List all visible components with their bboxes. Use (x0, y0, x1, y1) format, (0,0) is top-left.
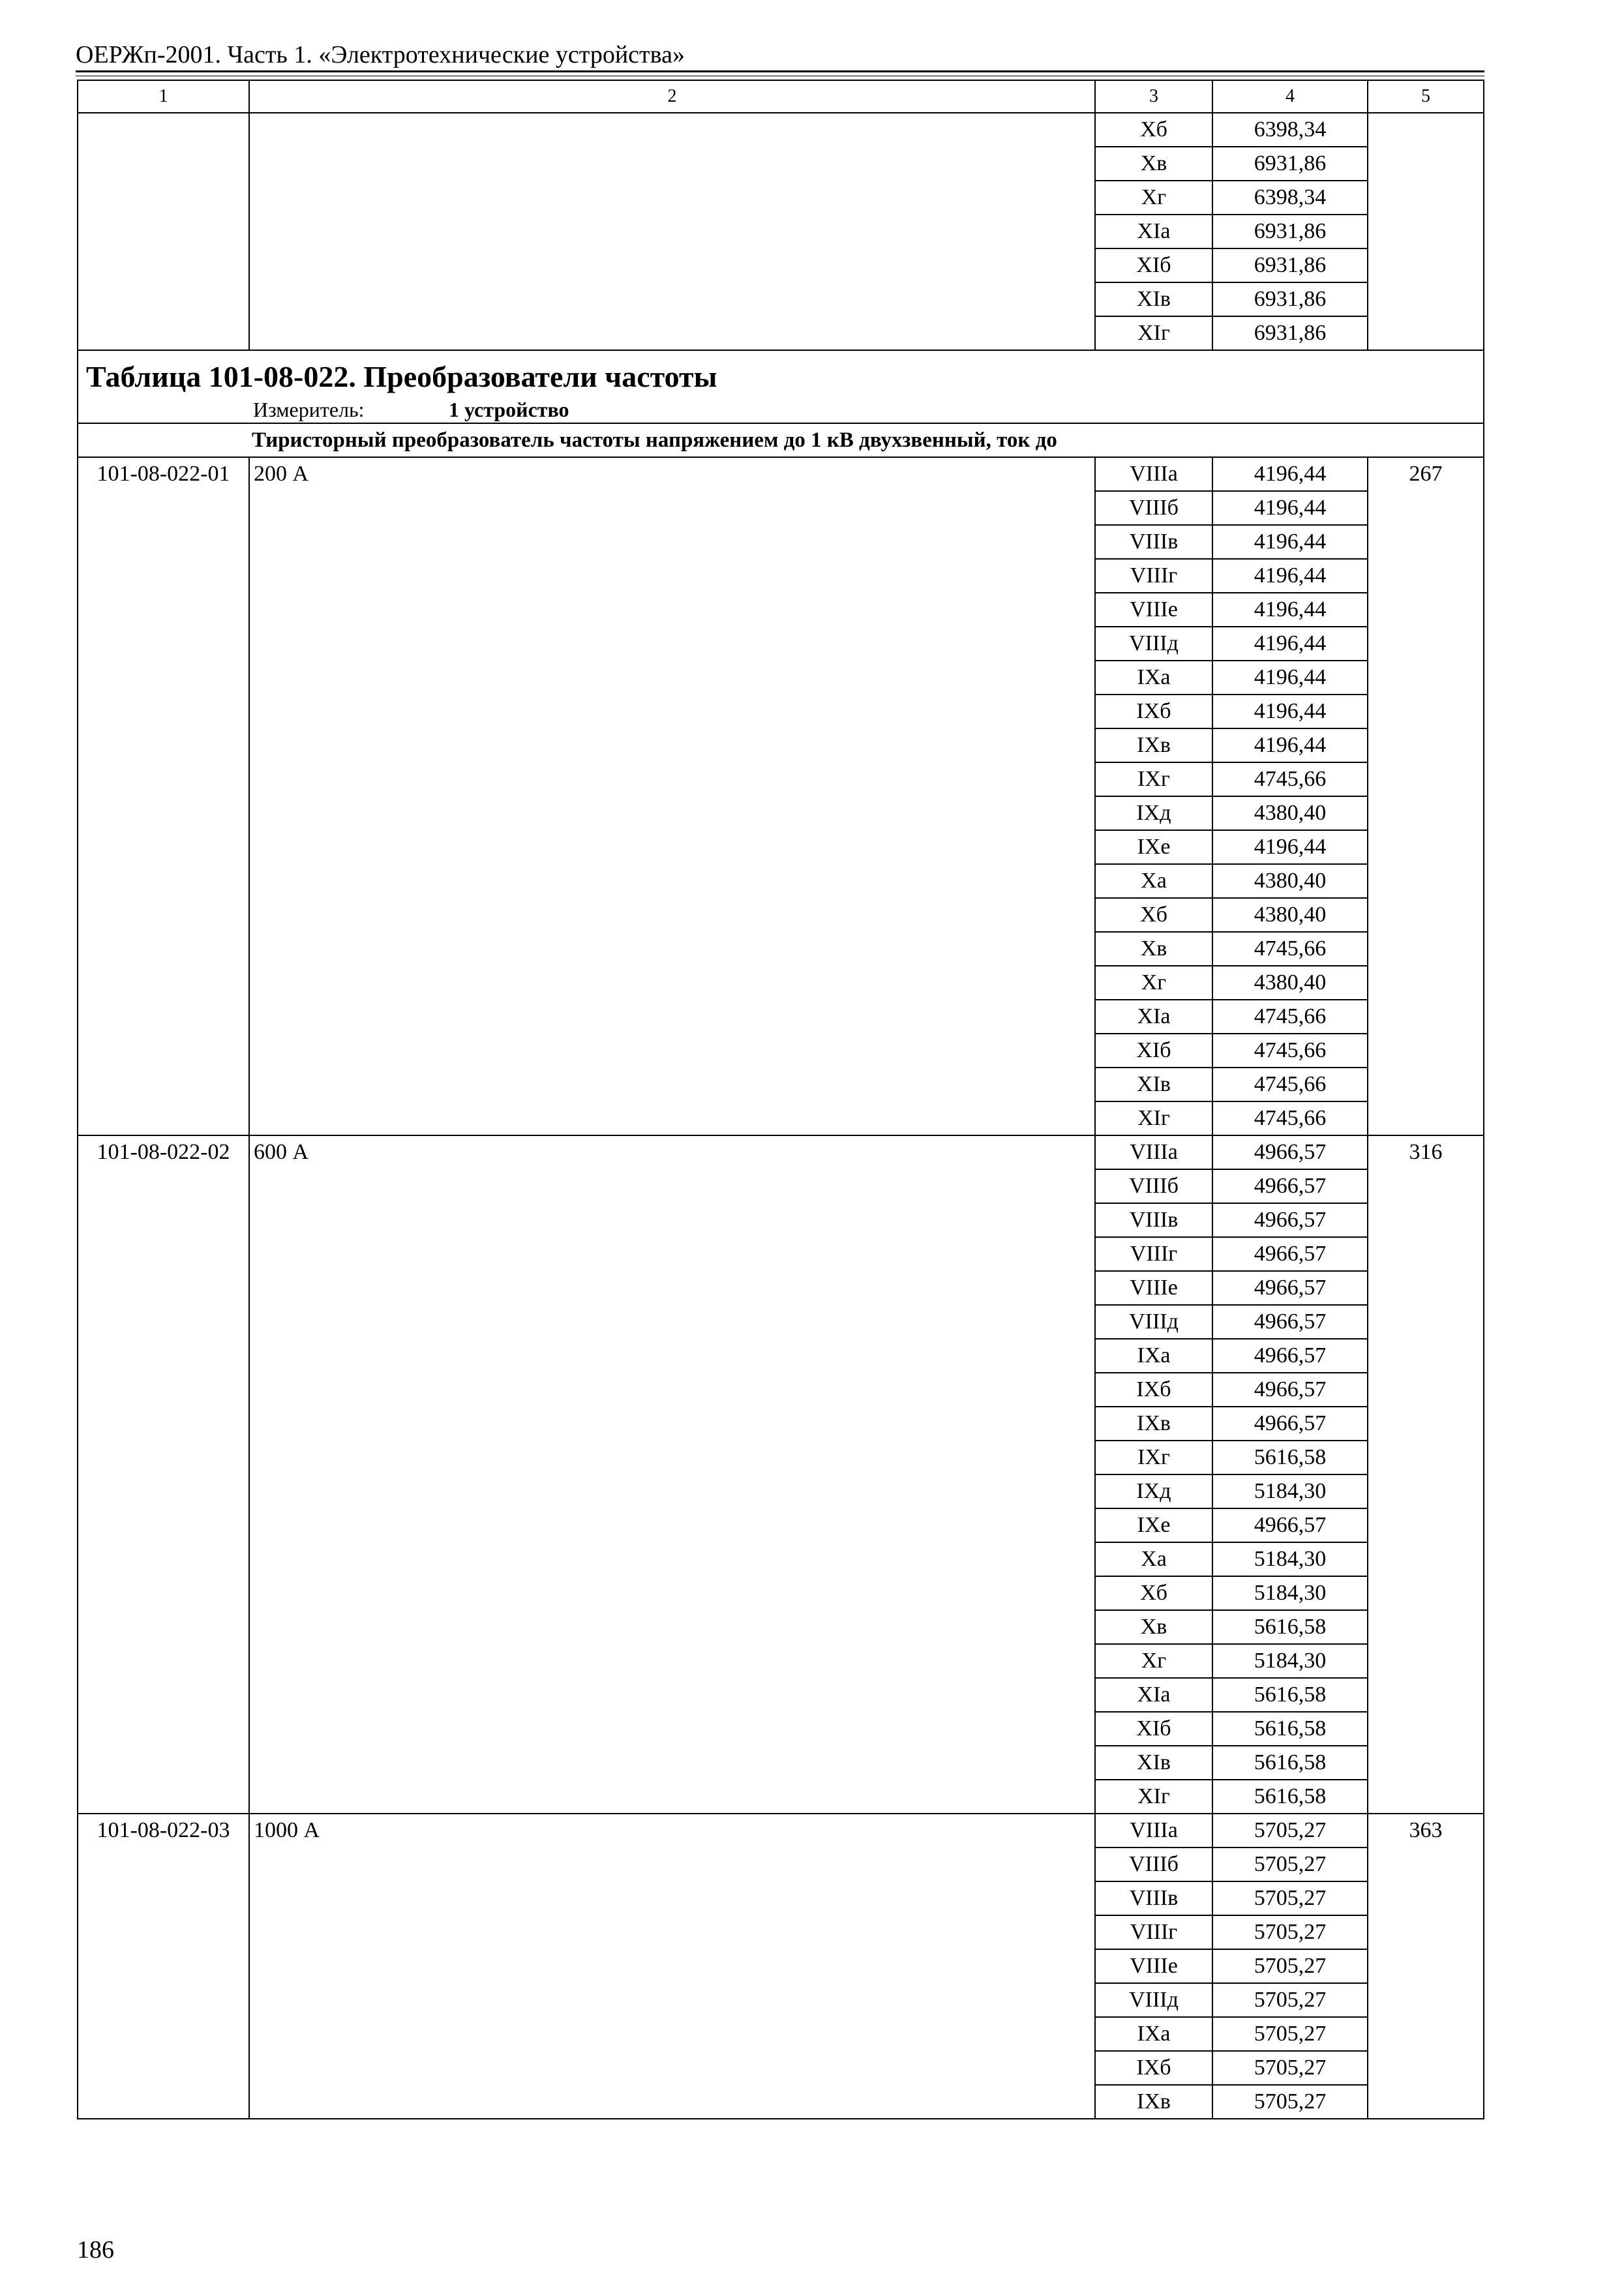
price-cell: 4745,66 (1212, 1101, 1368, 1135)
zone-cell: XIг (1095, 1101, 1212, 1135)
zone-cell: Xв (1095, 1610, 1212, 1644)
col5-cell: 267 (1368, 457, 1484, 1135)
price-cell: 4745,66 (1212, 762, 1368, 796)
price-cell: 4745,66 (1212, 1068, 1368, 1101)
price-cell: 4966,57 (1212, 1373, 1368, 1407)
zone-cell: VIIIа (1095, 1814, 1212, 1848)
table-row (78, 457, 1484, 491)
table-title-cell (78, 350, 1484, 423)
code-cell (78, 113, 249, 350)
zone-cell: VIIIв (1095, 1203, 1212, 1237)
item-code: 101-08-022-01 (78, 457, 249, 1135)
zone-cell: XIа (1095, 215, 1212, 248)
price-cell: 5705,27 (1212, 2017, 1368, 2051)
col5-cell: 316 (1368, 1135, 1484, 1814)
column-number-row (78, 80, 1484, 113)
item-code: 101-08-022-03 (78, 1814, 249, 2119)
zone-cell: IXа (1095, 1339, 1212, 1373)
price-cell: 6931,86 (1212, 282, 1368, 316)
zone-cell: VIIIв (1095, 525, 1212, 559)
price-cell: 5616,58 (1212, 1780, 1368, 1814)
zone-cell: IXе (1095, 830, 1212, 864)
price-cell: 5616,58 (1212, 1441, 1368, 1474)
zone-cell: IXе (1095, 1508, 1212, 1542)
price-cell: 5616,58 (1212, 1712, 1368, 1746)
zone-cell: XIа (1095, 1000, 1212, 1034)
name-cell (249, 113, 1095, 350)
zone-cell: Xв (1095, 932, 1212, 966)
price-cell: 5184,30 (1212, 1644, 1368, 1678)
price-cell: 4196,44 (1212, 491, 1368, 525)
price-cell: 4196,44 (1212, 525, 1368, 559)
zone-cell: VIIIб (1095, 1169, 1212, 1203)
price-cell: 4196,44 (1212, 661, 1368, 695)
price-cell: 4196,44 (1212, 457, 1368, 491)
zone-cell: VIIIб (1095, 1848, 1212, 1881)
zone-cell: Xг (1095, 966, 1212, 1000)
zone-cell: IXг (1095, 762, 1212, 796)
price-cell: 5184,30 (1212, 1576, 1368, 1610)
zone-cell: XIб (1095, 248, 1212, 282)
column-number: 3 (1095, 80, 1212, 113)
price-cell: 4966,57 (1212, 1339, 1368, 1373)
price-cell: 6931,86 (1212, 215, 1368, 248)
zone-cell: XIг (1095, 1780, 1212, 1814)
price-cell: 5705,27 (1212, 2085, 1368, 2119)
price-cell: 4966,57 (1212, 1169, 1368, 1203)
price-cell: 4966,57 (1212, 1407, 1368, 1441)
zone-cell: IXд (1095, 796, 1212, 830)
item-name: 600 А (249, 1135, 1095, 1814)
price-cell: 5705,27 (1212, 1814, 1368, 1848)
running-header: ОЕРЖп-2001. Часть 1. «Электротехнические устройства» (76, 41, 685, 68)
zone-cell: VIIIг (1095, 559, 1212, 593)
zone-cell: Хг (1095, 181, 1212, 215)
zone-cell: VIIIе (1095, 593, 1212, 627)
price-cell: 6931,86 (1212, 248, 1368, 282)
price-cell: 4380,40 (1212, 796, 1368, 830)
zone-cell: VIIIг (1095, 1237, 1212, 1271)
price-cell: 5705,27 (1212, 1949, 1368, 1983)
price-cell: 5616,58 (1212, 1678, 1368, 1712)
table-row (78, 1814, 1484, 1848)
zone-cell: VIIIе (1095, 1949, 1212, 1983)
header-rule (76, 70, 1484, 72)
zone-cell: VIIIе (1095, 1271, 1212, 1305)
zone-cell: Xг (1095, 1644, 1212, 1678)
column-number: 1 (78, 80, 249, 113)
zone-cell: IXв (1095, 2085, 1212, 2119)
price-cell: 4196,44 (1212, 728, 1368, 762)
price-cell: 4745,66 (1212, 932, 1368, 966)
price-cell: 5705,27 (1212, 2051, 1368, 2085)
price-cell: 4380,40 (1212, 864, 1368, 898)
price-cell: 4966,57 (1212, 1271, 1368, 1305)
zone-cell: IXд (1095, 1474, 1212, 1508)
page-number: 186 (77, 2236, 114, 2264)
zone-cell: Хв (1095, 147, 1212, 181)
item-code: 101-08-022-02 (78, 1135, 249, 1814)
zone-cell: Xб (1095, 898, 1212, 932)
zone-cell: XIв (1095, 1746, 1212, 1780)
zone-cell: XIв (1095, 1068, 1212, 1101)
zone-cell: VIIIв (1095, 1881, 1212, 1915)
zone-cell: IXб (1095, 695, 1212, 728)
price-cell: 4745,66 (1212, 1034, 1368, 1068)
zone-cell: XIб (1095, 1712, 1212, 1746)
zone-cell: Xб (1095, 1576, 1212, 1610)
group-title: Тиристорный преобразователь частоты напряжением до 1 кВ двухзвенный, ток до (78, 423, 1484, 457)
column-number: 4 (1212, 80, 1368, 113)
price-cell: 4966,57 (1212, 1203, 1368, 1237)
zone-cell: VIIIд (1095, 1983, 1212, 2017)
measure-row (86, 396, 1477, 423)
price-cell: 6931,86 (1212, 147, 1368, 181)
zone-cell: IXа (1095, 661, 1212, 695)
price-cell: 6398,34 (1212, 181, 1368, 215)
price-cell: 5184,30 (1212, 1542, 1368, 1576)
col5-cell (1368, 113, 1484, 350)
price-cell: 6398,34 (1212, 113, 1368, 147)
price-cell: 4966,57 (1212, 1305, 1368, 1339)
table-title-row (78, 350, 1484, 423)
zone-cell: VIIIд (1095, 1305, 1212, 1339)
zone-cell: Xа (1095, 864, 1212, 898)
zone-cell: XIв (1095, 282, 1212, 316)
zone-cell: VIIIд (1095, 627, 1212, 661)
zone-cell: VIIIг (1095, 1915, 1212, 1949)
zone-cell: IXа (1095, 2017, 1212, 2051)
price-cell: 5184,30 (1212, 1474, 1368, 1508)
price-cell: 6931,86 (1212, 316, 1368, 350)
zone-cell: Xа (1095, 1542, 1212, 1576)
zone-cell: IXб (1095, 2051, 1212, 2085)
price-cell: 5705,27 (1212, 1983, 1368, 2017)
zone-cell: IXв (1095, 1407, 1212, 1441)
zone-cell: IXг (1095, 1441, 1212, 1474)
price-cell: 5616,58 (1212, 1610, 1368, 1644)
price-cell: 4196,44 (1212, 559, 1368, 593)
zone-cell: IXб (1095, 1373, 1212, 1407)
measure-label: Измеритель: (253, 398, 365, 421)
table-title: Таблица 101-08-022. Преобразователи частоты (86, 360, 717, 393)
zone-cell: VIIIа (1095, 457, 1212, 491)
zone-cell: XIг (1095, 316, 1212, 350)
zone-cell: VIIIа (1095, 1135, 1212, 1169)
measure-value: 1 устройство (449, 398, 569, 421)
price-cell: 4966,57 (1212, 1237, 1368, 1271)
table-row (78, 113, 1484, 147)
group-title-row (78, 423, 1484, 457)
price-cell: 4196,44 (1212, 695, 1368, 728)
price-cell: 5705,27 (1212, 1915, 1368, 1949)
zone-cell: Хб (1095, 113, 1212, 147)
price-cell: 4745,66 (1212, 1000, 1368, 1034)
column-number: 5 (1368, 80, 1484, 113)
zone-cell: XIа (1095, 1678, 1212, 1712)
price-cell: 4196,44 (1212, 830, 1368, 864)
price-cell: 5705,27 (1212, 1881, 1368, 1915)
zone-cell: XIб (1095, 1034, 1212, 1068)
price-cell: 4966,57 (1212, 1135, 1368, 1169)
zone-cell: VIIIб (1095, 491, 1212, 525)
price-cell: 4196,44 (1212, 593, 1368, 627)
price-cell: 4380,40 (1212, 898, 1368, 932)
price-table (77, 80, 1484, 2119)
zone-cell: IXв (1095, 728, 1212, 762)
item-name: 200 А (249, 457, 1095, 1135)
price-cell: 5616,58 (1212, 1746, 1368, 1780)
price-cell: 5705,27 (1212, 1848, 1368, 1881)
table-row (78, 1135, 1484, 1169)
col5-cell: 363 (1368, 1814, 1484, 2119)
item-name: 1000 А (249, 1814, 1095, 2119)
price-cell: 4196,44 (1212, 627, 1368, 661)
price-cell: 4380,40 (1212, 966, 1368, 1000)
price-cell: 4966,57 (1212, 1508, 1368, 1542)
column-number: 2 (249, 80, 1095, 113)
